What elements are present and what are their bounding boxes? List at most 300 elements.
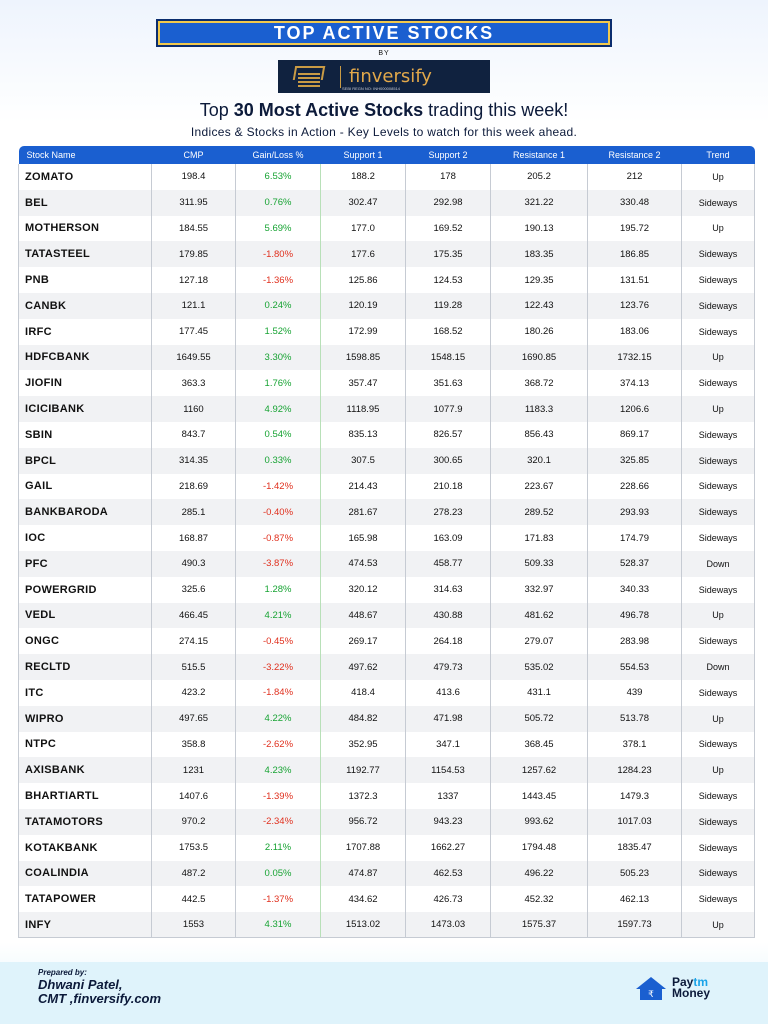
stock-name-cell: BEL — [19, 190, 152, 216]
trend-cell: Sideways — [682, 835, 755, 861]
value-cell: 434.62 — [321, 886, 406, 912]
table-row — [19, 706, 755, 732]
value-cell: 195.72 — [588, 216, 682, 242]
value-cell: 285.1 — [152, 499, 236, 525]
value-cell: 179.85 — [152, 241, 236, 267]
stock-name-cell: IOC — [19, 525, 152, 551]
value-cell: 497.62 — [321, 654, 406, 680]
rupee-glyph: ₹ — [640, 988, 662, 1000]
stock-name-cell: TATASTEEL — [19, 241, 152, 267]
footer — [0, 962, 768, 1024]
value-cell: 374.13 — [588, 370, 682, 396]
gain-loss-cell: 0.05% — [236, 861, 321, 887]
table-row — [19, 267, 755, 293]
gain-loss-cell: 6.53% — [236, 164, 321, 190]
value-cell: 321.22 — [491, 190, 588, 216]
trend-cell: Sideways — [682, 499, 755, 525]
value-cell: 1597.73 — [588, 912, 682, 938]
stock-name-cell: PNB — [19, 267, 152, 293]
value-cell: 289.52 — [491, 499, 588, 525]
value-cell: 835.13 — [321, 422, 406, 448]
value-cell: 174.79 — [588, 525, 682, 551]
stock-name-cell: SBIN — [19, 422, 152, 448]
stock-name-cell: KOTAKBANK — [19, 835, 152, 861]
value-cell: 1160 — [152, 396, 236, 422]
table-row — [19, 345, 755, 371]
stock-name-cell: BPCL — [19, 448, 152, 474]
gain-loss-cell: 1.52% — [236, 319, 321, 345]
trend-cell: Up — [682, 757, 755, 783]
trend-cell: Up — [682, 912, 755, 938]
stock-name-cell: BANKBARODA — [19, 499, 152, 525]
stock-name-cell: ICICIBANK — [19, 396, 152, 422]
value-cell: 505.23 — [588, 861, 682, 887]
stock-name-cell: POWERGRID — [19, 577, 152, 603]
value-cell: 1192.77 — [321, 757, 406, 783]
trend-cell: Sideways — [682, 628, 755, 654]
author-credentials: CMT ,finversify.com — [38, 991, 162, 1006]
value-cell: 462.53 — [406, 861, 491, 887]
headline-bold: 30 Most Active Stocks — [233, 100, 424, 120]
trend-cell: Sideways — [682, 267, 755, 293]
stock-name-cell: WIPRO — [19, 706, 152, 732]
trend-cell: Sideways — [682, 319, 755, 345]
prepared-by-label: Prepared by: — [38, 968, 87, 977]
table-row — [19, 783, 755, 809]
value-cell: 1575.37 — [491, 912, 588, 938]
value-cell: 843.7 — [152, 422, 236, 448]
by-label: BY — [378, 50, 390, 57]
gain-loss-cell: -2.62% — [236, 732, 321, 758]
value-cell: 264.18 — [406, 628, 491, 654]
gain-loss-cell: 4.92% — [236, 396, 321, 422]
value-cell: 515.5 — [152, 654, 236, 680]
table-row — [19, 396, 755, 422]
value-cell: 1662.27 — [406, 835, 491, 861]
value-cell: 175.35 — [406, 241, 491, 267]
value-cell: 490.3 — [152, 551, 236, 577]
table-row — [19, 577, 755, 603]
value-cell: 274.15 — [152, 628, 236, 654]
trend-cell: Sideways — [682, 448, 755, 474]
value-cell: 122.43 — [491, 293, 588, 319]
paytm-word-money: Money — [672, 986, 711, 1000]
gain-loss-cell: 0.24% — [236, 293, 321, 319]
gain-loss-cell: 3.30% — [236, 345, 321, 371]
value-cell: 1183.3 — [491, 396, 588, 422]
value-cell: 462.13 — [588, 886, 682, 912]
value-cell: 430.88 — [406, 603, 491, 629]
value-cell: 484.82 — [321, 706, 406, 732]
gain-loss-cell: -0.87% — [236, 525, 321, 551]
table-row — [19, 628, 755, 654]
gain-loss-cell: 2.11% — [236, 835, 321, 861]
table-row — [19, 164, 755, 190]
table-row — [19, 448, 755, 474]
value-cell: 351.63 — [406, 370, 491, 396]
value-cell: 368.45 — [491, 732, 588, 758]
value-cell: 466.45 — [152, 603, 236, 629]
trend-cell: Up — [682, 164, 755, 190]
value-cell: 129.35 — [491, 267, 588, 293]
value-cell: 186.85 — [588, 241, 682, 267]
trend-cell: Up — [682, 396, 755, 422]
stock-name-cell: VEDL — [19, 603, 152, 629]
paytm-money-logo — [636, 975, 710, 1001]
table-row — [19, 422, 755, 448]
gain-loss-cell: -3.22% — [236, 654, 321, 680]
value-cell: 528.37 — [588, 551, 682, 577]
value-cell: 269.17 — [321, 628, 406, 654]
value-cell: 190.13 — [491, 216, 588, 242]
value-cell: 292.98 — [406, 190, 491, 216]
stock-name-cell: CANBK — [19, 293, 152, 319]
gain-loss-cell: -2.34% — [236, 809, 321, 835]
value-cell: 1154.53 — [406, 757, 491, 783]
value-cell: 1690.85 — [491, 345, 588, 371]
value-cell: 218.69 — [152, 474, 236, 500]
table-row — [19, 861, 755, 887]
value-cell: 177.6 — [321, 241, 406, 267]
column-header: Trend — [682, 146, 755, 164]
page-title: TOP ACTIVE STOCKS — [273, 22, 495, 43]
value-cell: 123.76 — [588, 293, 682, 319]
value-cell: 378.1 — [588, 732, 682, 758]
trend-cell: Sideways — [682, 474, 755, 500]
trend-cell: Up — [682, 216, 755, 242]
value-cell: 439 — [588, 680, 682, 706]
column-header: Gain/Loss % — [236, 146, 321, 164]
value-cell: 513.78 — [588, 706, 682, 732]
value-cell: 943.23 — [406, 809, 491, 835]
stock-name-cell: TATAPOWER — [19, 886, 152, 912]
value-cell: 993.62 — [491, 809, 588, 835]
table-row — [19, 757, 755, 783]
value-cell: 320.1 — [491, 448, 588, 474]
stock-name-cell: IRFC — [19, 319, 152, 345]
value-cell: 183.35 — [491, 241, 588, 267]
headline — [0, 100, 768, 121]
column-header: Support 2 — [406, 146, 491, 164]
value-cell: 125.86 — [321, 267, 406, 293]
value-cell: 223.67 — [491, 474, 588, 500]
value-cell: 214.43 — [321, 474, 406, 500]
trend-cell: Up — [682, 603, 755, 629]
value-cell: 281.67 — [321, 499, 406, 525]
value-cell: 121.1 — [152, 293, 236, 319]
value-cell: 363.3 — [152, 370, 236, 396]
trend-cell: Sideways — [682, 809, 755, 835]
value-cell: 1257.62 — [491, 757, 588, 783]
value-cell: 1707.88 — [321, 835, 406, 861]
value-cell: 1835.47 — [588, 835, 682, 861]
stock-name-cell: TATAMOTORS — [19, 809, 152, 835]
gain-loss-cell: -1.36% — [236, 267, 321, 293]
value-cell: 1598.85 — [321, 345, 406, 371]
value-cell: 163.09 — [406, 525, 491, 551]
trend-cell: Sideways — [682, 241, 755, 267]
gain-loss-cell: 5.69% — [236, 216, 321, 242]
value-cell: 332.97 — [491, 577, 588, 603]
stock-name-cell: JIOFIN — [19, 370, 152, 396]
value-cell: 168.52 — [406, 319, 491, 345]
trend-cell: Sideways — [682, 732, 755, 758]
value-cell: 1479.3 — [588, 783, 682, 809]
value-cell: 1206.6 — [588, 396, 682, 422]
trend-cell: Sideways — [682, 886, 755, 912]
table-row — [19, 680, 755, 706]
value-cell: 458.77 — [406, 551, 491, 577]
table-row — [19, 216, 755, 242]
value-cell: 320.12 — [321, 577, 406, 603]
value-cell: 314.63 — [406, 577, 491, 603]
table-row — [19, 603, 755, 629]
stock-name-cell: MOTHERSON — [19, 216, 152, 242]
value-cell: 1513.02 — [321, 912, 406, 938]
stock-name-cell: ZOMATO — [19, 164, 152, 190]
trend-cell: Down — [682, 551, 755, 577]
stock-name-cell: BHARTIARTL — [19, 783, 152, 809]
table-row — [19, 654, 755, 680]
gain-loss-cell: 4.21% — [236, 603, 321, 629]
gain-loss-cell: -3.87% — [236, 551, 321, 577]
gain-loss-cell: -0.45% — [236, 628, 321, 654]
value-cell: 1548.15 — [406, 345, 491, 371]
value-cell: 474.53 — [321, 551, 406, 577]
value-cell: 171.83 — [491, 525, 588, 551]
value-cell: 302.47 — [321, 190, 406, 216]
value-cell: 418.4 — [321, 680, 406, 706]
value-cell: 314.35 — [152, 448, 236, 474]
table-row — [19, 835, 755, 861]
value-cell: 1077.9 — [406, 396, 491, 422]
gain-loss-cell: -1.39% — [236, 783, 321, 809]
gain-loss-cell: -0.40% — [236, 499, 321, 525]
table-row — [19, 886, 755, 912]
column-header: Stock Name — [19, 146, 152, 164]
table-row — [19, 293, 755, 319]
value-cell: 352.95 — [321, 732, 406, 758]
value-cell: 357.47 — [321, 370, 406, 396]
trend-cell: Sideways — [682, 525, 755, 551]
stocks-table — [18, 146, 755, 938]
paytm-word-tm: tm — [693, 975, 709, 989]
value-cell: 505.72 — [491, 706, 588, 732]
value-cell: 1017.03 — [588, 809, 682, 835]
value-cell: 177.45 — [152, 319, 236, 345]
stock-name-cell: COALINDIA — [19, 861, 152, 887]
trend-cell: Up — [682, 345, 755, 371]
value-cell: 168.87 — [152, 525, 236, 551]
column-header: CMP — [152, 146, 236, 164]
brand-name: finversify — [349, 66, 432, 87]
value-cell: 1794.48 — [491, 835, 588, 861]
value-cell: 496.78 — [588, 603, 682, 629]
column-header: Support 1 — [321, 146, 406, 164]
trend-cell: Sideways — [682, 190, 755, 216]
value-cell: 442.5 — [152, 886, 236, 912]
value-cell: 293.93 — [588, 499, 682, 525]
value-cell: 497.65 — [152, 706, 236, 732]
value-cell: 198.4 — [152, 164, 236, 190]
stock-name-cell: GAIL — [19, 474, 152, 500]
value-cell: 471.98 — [406, 706, 491, 732]
gain-loss-cell: 4.23% — [236, 757, 321, 783]
gain-loss-cell: 1.76% — [236, 370, 321, 396]
finversify-logo-icon — [288, 65, 332, 89]
gain-loss-cell: 4.31% — [236, 912, 321, 938]
finversify-logo — [278, 60, 490, 93]
value-cell: 183.06 — [588, 319, 682, 345]
value-cell: 826.57 — [406, 422, 491, 448]
paytm-logo-icon — [636, 975, 666, 1001]
stock-name-cell: ONGC — [19, 628, 152, 654]
subheadline: Indices & Stocks in Action - Key Levels to watch for this week ahead. — [190, 125, 578, 139]
value-cell: 1473.03 — [406, 912, 491, 938]
gain-loss-cell: 1.28% — [236, 577, 321, 603]
value-cell: 426.73 — [406, 886, 491, 912]
trend-cell: Sideways — [682, 861, 755, 887]
value-cell: 325.6 — [152, 577, 236, 603]
gain-loss-cell: 0.76% — [236, 190, 321, 216]
value-cell: 358.8 — [152, 732, 236, 758]
column-header: Resistance 1 — [491, 146, 588, 164]
trend-cell: Sideways — [682, 293, 755, 319]
table-row — [19, 551, 755, 577]
value-cell: 184.55 — [152, 216, 236, 242]
value-cell: 1443.45 — [491, 783, 588, 809]
value-cell: 1231 — [152, 757, 236, 783]
value-cell: 970.2 — [152, 809, 236, 835]
value-cell: 325.85 — [588, 448, 682, 474]
value-cell: 423.2 — [152, 680, 236, 706]
value-cell: 212 — [588, 164, 682, 190]
gain-loss-cell: -1.80% — [236, 241, 321, 267]
table-row — [19, 370, 755, 396]
table-row — [19, 319, 755, 345]
value-cell: 1753.5 — [152, 835, 236, 861]
value-cell: 124.53 — [406, 267, 491, 293]
value-cell: 347.1 — [406, 732, 491, 758]
value-cell: 1407.6 — [152, 783, 236, 809]
gain-loss-cell: -1.84% — [236, 680, 321, 706]
value-cell: 127.18 — [152, 267, 236, 293]
value-cell: 165.98 — [321, 525, 406, 551]
gain-loss-cell: 0.33% — [236, 448, 321, 474]
gain-loss-cell: 4.22% — [236, 706, 321, 732]
value-cell: 448.67 — [321, 603, 406, 629]
value-cell: 554.53 — [588, 654, 682, 680]
value-cell: 1337 — [406, 783, 491, 809]
author — [38, 978, 161, 1006]
value-cell: 1372.3 — [321, 783, 406, 809]
value-cell: 509.33 — [491, 551, 588, 577]
table-header-row — [19, 146, 755, 164]
value-cell: 210.18 — [406, 474, 491, 500]
value-cell: 307.5 — [321, 448, 406, 474]
headline-prefix: Top — [199, 100, 234, 120]
value-cell: 278.23 — [406, 499, 491, 525]
stock-name-cell: NTPC — [19, 732, 152, 758]
value-cell: 479.73 — [406, 654, 491, 680]
value-cell: 172.99 — [321, 319, 406, 345]
trend-cell: Down — [682, 654, 755, 680]
value-cell: 856.43 — [491, 422, 588, 448]
value-cell: 279.07 — [491, 628, 588, 654]
value-cell: 452.32 — [491, 886, 588, 912]
trend-cell: Sideways — [682, 783, 755, 809]
value-cell: 178 — [406, 164, 491, 190]
trend-cell: Sideways — [682, 370, 755, 396]
column-header: Resistance 2 — [588, 146, 682, 164]
table-row — [19, 809, 755, 835]
author-name: Dhwani Patel, — [38, 977, 123, 992]
value-cell: 535.02 — [491, 654, 588, 680]
trend-cell: Sideways — [682, 680, 755, 706]
stock-name-cell: HDFCBANK — [19, 345, 152, 371]
value-cell: 1732.15 — [588, 345, 682, 371]
table-row — [19, 732, 755, 758]
value-cell: 180.26 — [491, 319, 588, 345]
headline-suffix: trading this week! — [423, 100, 569, 120]
value-cell: 340.33 — [588, 577, 682, 603]
value-cell: 431.1 — [491, 680, 588, 706]
stock-name-cell: RECLTD — [19, 654, 152, 680]
value-cell: 1649.55 — [152, 345, 236, 371]
value-cell: 474.87 — [321, 861, 406, 887]
stock-name-cell: PFC — [19, 551, 152, 577]
value-cell: 413.6 — [406, 680, 491, 706]
trend-cell: Sideways — [682, 577, 755, 603]
value-cell: 368.72 — [491, 370, 588, 396]
table-row — [19, 912, 755, 938]
value-cell: 188.2 — [321, 164, 406, 190]
table-row — [19, 190, 755, 216]
stock-name-cell: INFY — [19, 912, 152, 938]
paytm-word-pay: Pay — [672, 975, 694, 989]
value-cell: 131.51 — [588, 267, 682, 293]
value-cell: 283.98 — [588, 628, 682, 654]
gain-loss-cell: -1.42% — [236, 474, 321, 500]
stock-name-cell: ITC — [19, 680, 152, 706]
table-row — [19, 241, 755, 267]
value-cell: 869.17 — [588, 422, 682, 448]
value-cell: 1118.95 — [321, 396, 406, 422]
value-cell: 177.0 — [321, 216, 406, 242]
trend-cell: Sideways — [682, 422, 755, 448]
value-cell: 228.66 — [588, 474, 682, 500]
value-cell: 169.52 — [406, 216, 491, 242]
value-cell: 956.72 — [321, 809, 406, 835]
table-row — [19, 525, 755, 551]
value-cell: 1284.23 — [588, 757, 682, 783]
value-cell: 481.62 — [491, 603, 588, 629]
table-row — [19, 474, 755, 500]
title-banner — [156, 19, 612, 47]
value-cell: 330.48 — [588, 190, 682, 216]
value-cell: 120.19 — [321, 293, 406, 319]
trend-cell: Up — [682, 706, 755, 732]
stock-name-cell: AXISBANK — [19, 757, 152, 783]
value-cell: 205.2 — [491, 164, 588, 190]
value-cell: 300.65 — [406, 448, 491, 474]
value-cell: 496.22 — [491, 861, 588, 887]
value-cell: 1553 — [152, 912, 236, 938]
value-cell: 119.28 — [406, 293, 491, 319]
value-cell: 487.2 — [152, 861, 236, 887]
brand-registration: SEBI REGN NO: INH000008514 — [342, 86, 401, 91]
value-cell: 311.95 — [152, 190, 236, 216]
